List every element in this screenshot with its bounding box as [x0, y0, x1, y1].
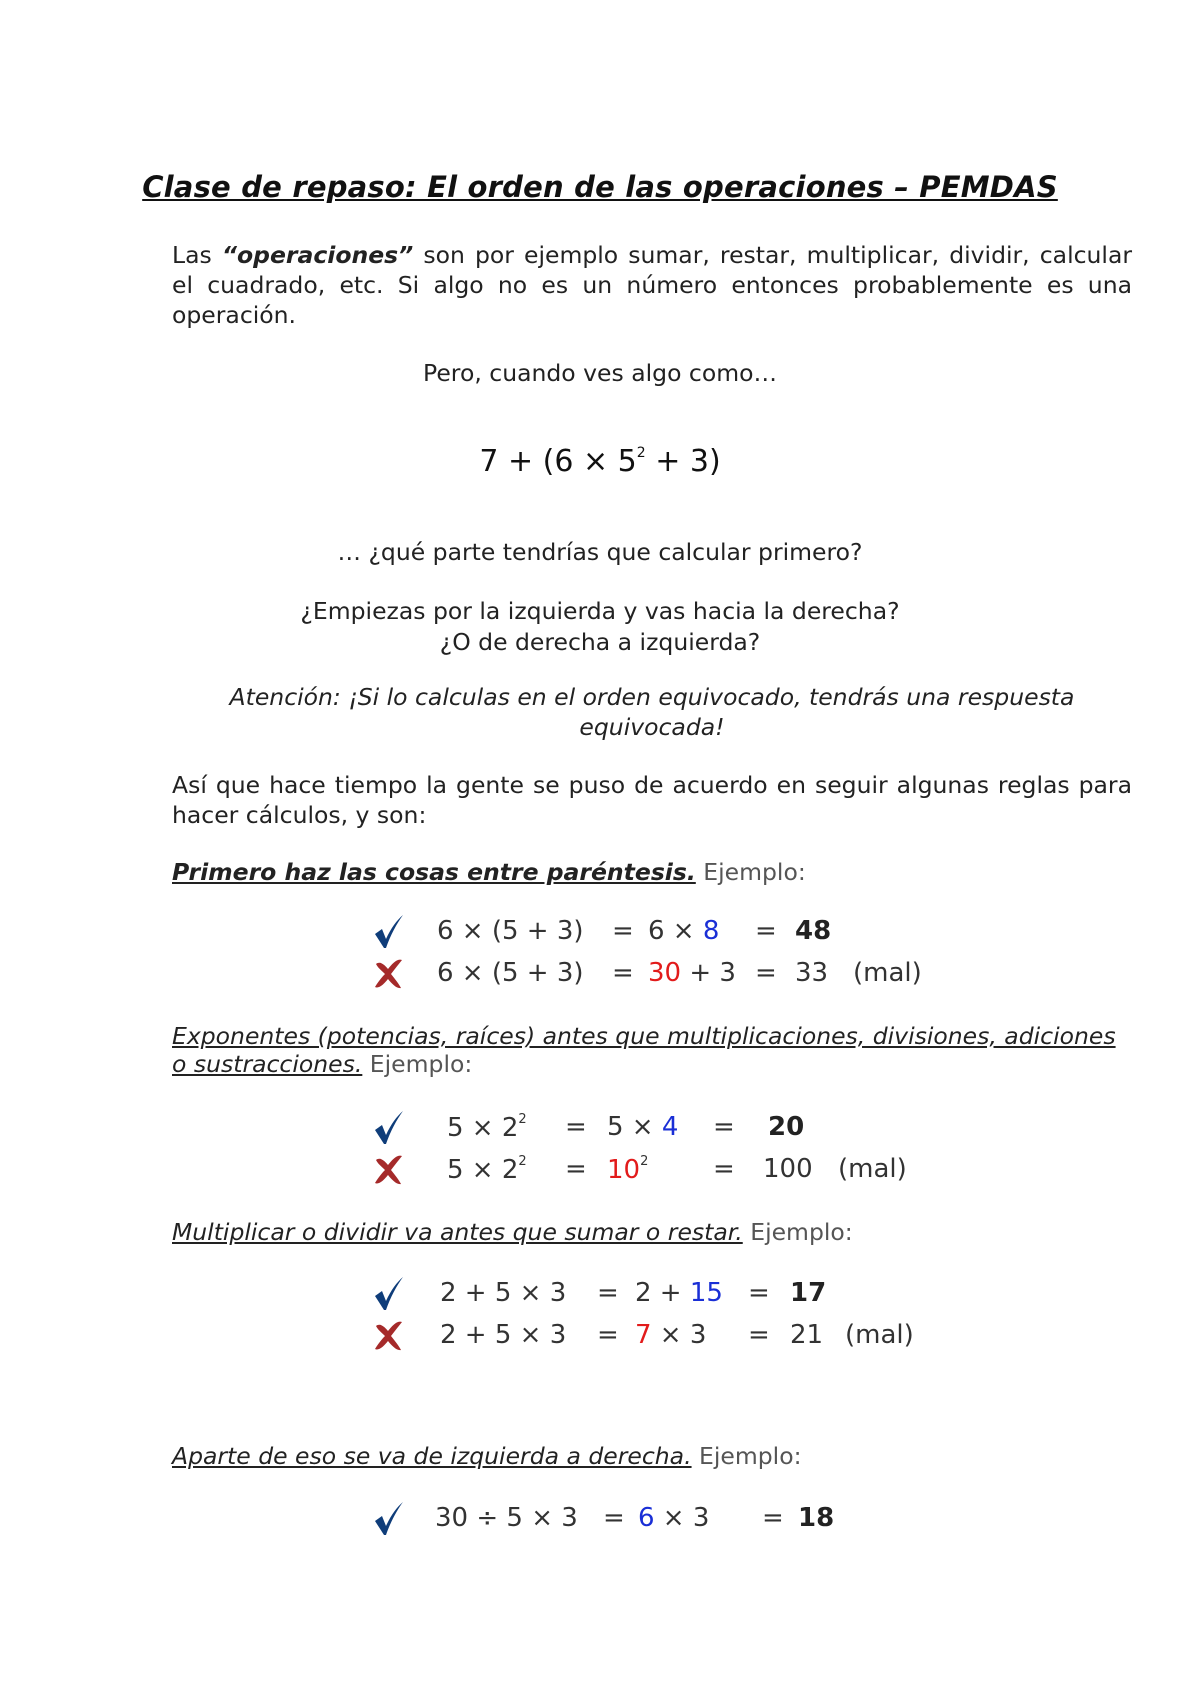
- equals-sign: =: [565, 1154, 587, 1184]
- result: 17: [790, 1278, 827, 1308]
- example-label: Ejemplo:: [362, 1050, 473, 1078]
- expression: [447, 1154, 527, 1185]
- step-part: 2 +: [635, 1278, 690, 1308]
- intro-prefix: Las: [172, 241, 222, 269]
- result: 48: [795, 916, 832, 946]
- rule-title: Primero haz las cosas entre paréntesis.: [172, 858, 696, 886]
- question-right-left: ¿O de derecha a izquierda?: [439, 628, 761, 656]
- cross-icon: [370, 954, 406, 994]
- equals-sign: =: [612, 916, 634, 946]
- wrong-label: (mal): [845, 1320, 914, 1350]
- rule-title: Aparte de eso se va de izquierda a derecha.: [172, 1442, 692, 1470]
- result: 20: [768, 1112, 805, 1142]
- expression: 6 × (5 + 3): [437, 916, 584, 946]
- expr-base: 5 × 2: [447, 1113, 519, 1143]
- step-part: + 3: [681, 958, 736, 988]
- step-part: × 3: [651, 1320, 707, 1350]
- result: 21: [790, 1320, 824, 1350]
- intermediate-step: [638, 1503, 709, 1533]
- step-highlight: 10: [607, 1155, 641, 1185]
- example-label: Ejemplo:: [742, 1218, 853, 1246]
- step-highlight: 30: [648, 958, 682, 988]
- result: 100: [763, 1154, 813, 1184]
- example-row-wrong: [0, 1154, 1200, 1192]
- cross-icon: [370, 1316, 406, 1356]
- cross-icon: [370, 1150, 406, 1190]
- checkmark-icon: [370, 912, 406, 952]
- expr-exponent: 2: [518, 1112, 527, 1127]
- expression: 2 + 5 × 3: [440, 1278, 567, 1308]
- expression: [447, 1112, 527, 1143]
- step-part: 5 ×: [607, 1112, 662, 1142]
- result: 18: [798, 1503, 835, 1533]
- question-first: … ¿qué parte tendrías que calcular primero?: [337, 538, 863, 566]
- example-row-wrong: [0, 958, 1200, 996]
- conclusion-paragraph: Así que hace tiempo la gente se puso de acuerdo en seguir algunas reglas para hacer cálculos, y son:: [172, 771, 1132, 829]
- step-highlight: 8: [702, 916, 720, 946]
- intro-rest: son por ejemplo sumar, restar, multiplicar, dividir, calcular el cuadrado, etc. Si algo no es un número entonces probablemente es una operación.: [172, 241, 1132, 329]
- equals-sign: =: [612, 958, 634, 988]
- page-title: Clase de repaso: El orden de las operaciones – PEMDAS: [142, 170, 1058, 204]
- intermediate-step: [635, 1320, 706, 1350]
- rule-title: Exponentes (potencias, raíces) antes que multiplicaciones, divisiones, adiciones o sustracciones.: [172, 1022, 1116, 1078]
- example-row-correct: [0, 916, 1200, 954]
- step-highlight: 15: [689, 1278, 723, 1308]
- step-highlight: 4: [661, 1112, 679, 1142]
- equals-sign: =: [597, 1278, 619, 1308]
- main-expression: [0, 444, 1200, 479]
- wrong-label: (mal): [853, 958, 922, 988]
- wrong-label: (mal): [838, 1154, 907, 1184]
- rule-parentheses: [172, 858, 1132, 886]
- example-row-correct: [0, 1112, 1200, 1150]
- example-row-correct: [0, 1503, 1200, 1541]
- equals-sign: =: [713, 1154, 735, 1184]
- equals-sign: =: [762, 1503, 784, 1533]
- intermediate-step: [607, 1154, 648, 1185]
- step-part: × 3: [654, 1503, 710, 1533]
- step-highlight: 6: [638, 1503, 655, 1533]
- example-label: Ejemplo:: [695, 858, 806, 886]
- expression-after: + 3): [645, 444, 721, 479]
- intro-term: “operaciones”: [221, 241, 414, 269]
- intermediate-step: [607, 1112, 678, 1142]
- rule-title: Multiplicar o dividir va antes que sumar o restar.: [172, 1218, 743, 1246]
- equals-sign: =: [748, 1320, 770, 1350]
- rule-multiply-divide: [172, 1218, 1132, 1246]
- equals-sign: =: [603, 1503, 625, 1533]
- equals-sign: =: [597, 1320, 619, 1350]
- equals-sign: =: [713, 1112, 735, 1142]
- equals-sign: =: [748, 1278, 770, 1308]
- intro-paragraph: [172, 240, 1132, 330]
- rule-exponents: [172, 1022, 1132, 1078]
- expr-base: 5 × 2: [447, 1155, 519, 1185]
- result: 33: [795, 958, 829, 988]
- example-label: Ejemplo:: [691, 1442, 802, 1470]
- intermediate-step: [648, 916, 719, 946]
- expression: 30 ÷ 5 × 3: [435, 1503, 578, 1533]
- step-part: 6 ×: [648, 916, 703, 946]
- expression: 6 × (5 + 3): [437, 958, 584, 988]
- rule-left-to-right: [172, 1442, 1132, 1470]
- question-left-right: ¿Empiezas por la izquierda y vas hacia la derecha?: [300, 597, 900, 625]
- intermediate-step: [635, 1278, 723, 1308]
- expr-exponent: 2: [518, 1154, 527, 1169]
- step-highlight: 7: [635, 1320, 652, 1350]
- expression: 2 + 5 × 3: [440, 1320, 567, 1350]
- expression-before: 7 + (6 × 5: [479, 444, 637, 479]
- step-exponent: 2: [640, 1154, 649, 1169]
- checkmark-icon: [370, 1108, 406, 1148]
- equals-sign: =: [565, 1112, 587, 1142]
- expression-exponent: 2: [636, 445, 646, 461]
- example-row-correct: [0, 1278, 1200, 1316]
- lead-text: Pero, cuando ves algo como…: [423, 359, 777, 387]
- warning-text: Atención: ¡Si lo calculas en el orden equivocado, tendrás una respuesta equivocada!: [229, 683, 1075, 741]
- equals-sign: =: [755, 958, 777, 988]
- checkmark-icon: [370, 1499, 406, 1539]
- equals-sign: =: [755, 916, 777, 946]
- intermediate-step: [648, 958, 736, 988]
- example-row-wrong: [0, 1320, 1200, 1358]
- checkmark-icon: [370, 1274, 406, 1314]
